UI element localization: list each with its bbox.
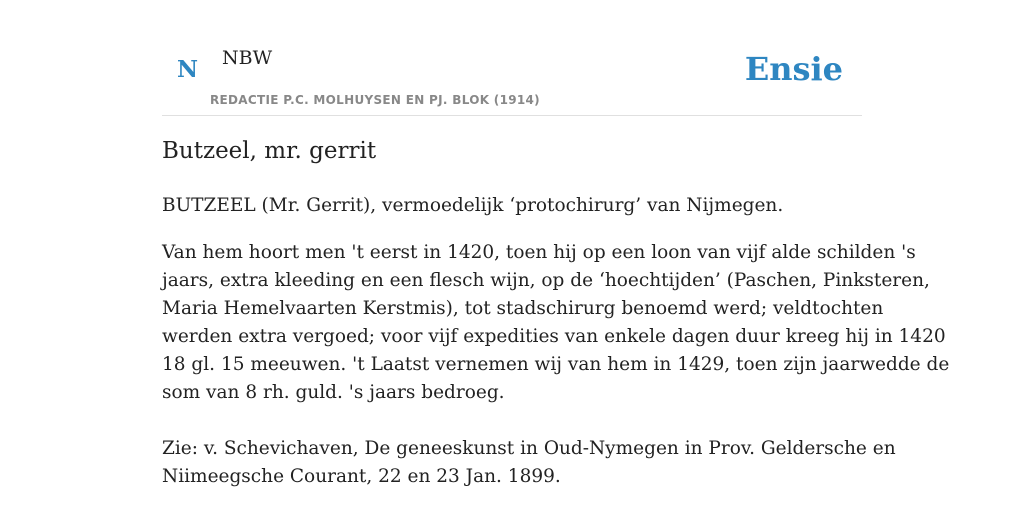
article-body [162, 239, 950, 407]
body-line: jaars, extra kleeding en een flesch wijn, op de ‘hoechtijden’ (Paschen, Pinksteren, [162, 270, 930, 291]
site-header [162, 40, 862, 116]
article-intro: BUTZEEL (Mr. Gerrit), vermoedelijk ‘protochirurg’ van Nijmegen. [162, 195, 784, 216]
body-line: som van 8 rh. guld. 's jaars bedroeg. [162, 382, 505, 403]
body-line: Van hem hoort men 't eerst in 1420, toen hij op een loon van vijf alde schilden 's [162, 242, 916, 263]
source-subtitle: REDACTIE P.C. MOLHUYSEN EN PJ. BLOK (1914) [210, 93, 540, 107]
body-line: Maria Hemelvaarten Kerstmis), tot stadschirurg benoemd werd; veldtochten [162, 298, 884, 319]
nbw-logo-icon[interactable]: N [177, 56, 199, 83]
page-title: Butzeel, mr. gerrit [162, 138, 377, 164]
body-line: werden extra vergoed; voor vijf expedities van enkele dagen duur kreeg hij in 1420 [162, 326, 946, 347]
article-reference [162, 435, 896, 491]
body-line: 18 gl. 15 meeuwen. 't Laatst vernemen wij van hem in 1429, toen zijn jaarwedde de [162, 354, 950, 375]
reference-line: Niimeegsche Courant, 22 en 23 Jan. 1899. [162, 466, 561, 487]
ensie-brand-link[interactable]: Ensie [744, 50, 843, 88]
reference-line: Zie: v. Schevichaven, De geneeskunst in Oud-Nymegen in Prov. Geldersche en [162, 438, 896, 459]
source-abbreviation[interactable]: NBW [222, 47, 273, 69]
